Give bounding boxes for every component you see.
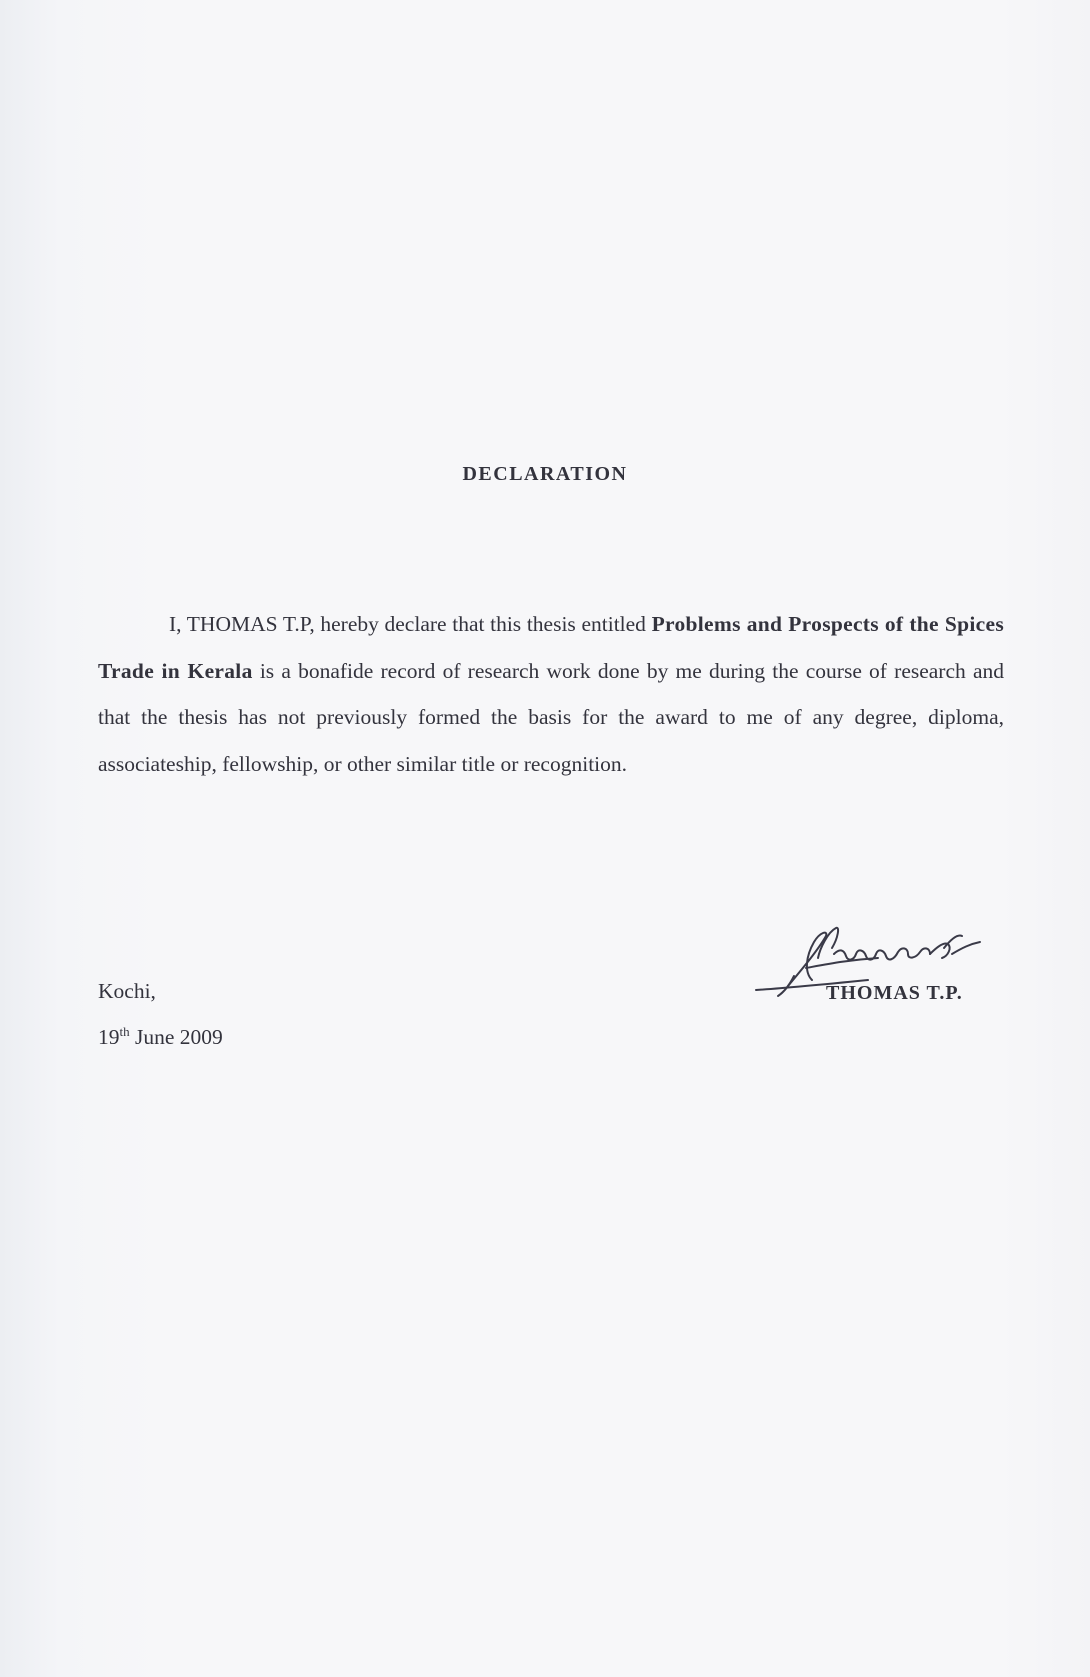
signatory-name: THOMAS T.P. [826, 982, 963, 1004]
place: Kochi, [98, 979, 156, 1003]
page-title: DECLARATION [462, 463, 628, 485]
declaration-text-part1: I, THOMAS T.P, hereby declare that this thesis entitled [169, 612, 652, 636]
date-day: 19 [98, 1025, 120, 1049]
date-suffix: th [119, 1023, 130, 1039]
declaration-text-part2: is a bonafide record of research work done by me during the course of research and that the thesis has not previously formed the basis for the award to me of any degree, diploma, associateship, fellowship, or other similar title or recognition. [98, 658, 1004, 776]
date-month-year: June 2009 [129, 1025, 223, 1049]
declaration-paragraph [98, 601, 1004, 787]
thesis-title: Problems and Prospects of the Spices Trade in Kerala [98, 612, 1004, 683]
date [98, 1025, 223, 1050]
